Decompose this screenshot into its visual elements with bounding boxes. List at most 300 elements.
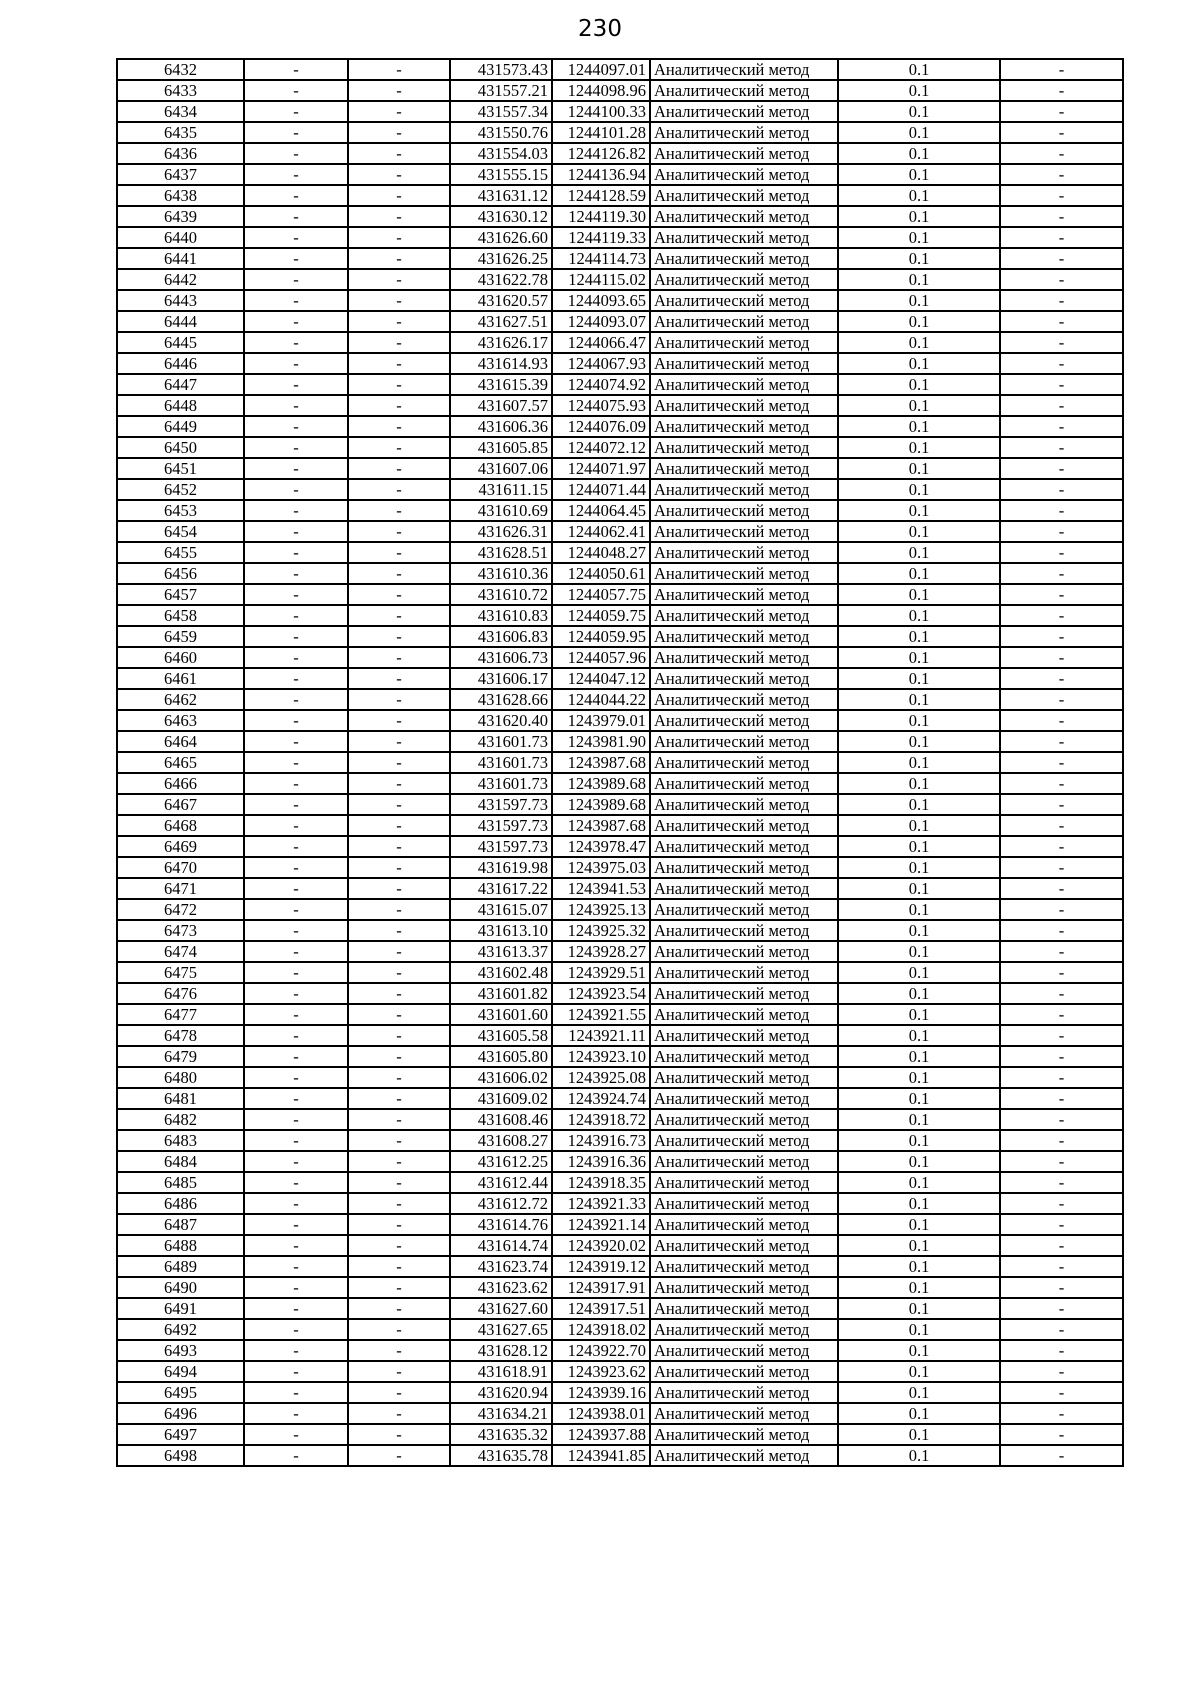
dash-cell-3: - [1000, 500, 1123, 521]
accuracy-cell: 0.1 [838, 164, 1000, 185]
accuracy-cell: 0.1 [838, 1277, 1000, 1298]
point-number-cell: 6450 [117, 437, 244, 458]
dash-cell-2: - [348, 1214, 450, 1235]
x-coordinate-cell: 431635.32 [450, 1424, 552, 1445]
method-cell: Аналитический метод [650, 1109, 838, 1130]
y-coordinate-cell: 1243917.51 [552, 1298, 650, 1319]
dash-cell-3: - [1000, 857, 1123, 878]
x-coordinate-cell: 431597.73 [450, 794, 552, 815]
dash-cell-1: - [244, 920, 348, 941]
y-coordinate-cell: 1243916.73 [552, 1130, 650, 1151]
dash-cell-3: - [1000, 458, 1123, 479]
accuracy-cell: 0.1 [838, 500, 1000, 521]
accuracy-cell: 0.1 [838, 332, 1000, 353]
accuracy-cell: 0.1 [838, 416, 1000, 437]
dash-cell-1: - [244, 773, 348, 794]
x-coordinate-cell: 431612.25 [450, 1151, 552, 1172]
method-cell: Аналитический метод [650, 1214, 838, 1235]
dash-cell-1: - [244, 1361, 348, 1382]
accuracy-cell: 0.1 [838, 1298, 1000, 1319]
table-body [117, 59, 1123, 1466]
dash-cell-3: - [1000, 395, 1123, 416]
dash-cell-2: - [348, 59, 450, 80]
method-cell: Аналитический метод [650, 773, 838, 794]
dash-cell-2: - [348, 1004, 450, 1025]
x-coordinate-cell: 431602.48 [450, 962, 552, 983]
dash-cell-3: - [1000, 416, 1123, 437]
x-coordinate-cell: 431606.36 [450, 416, 552, 437]
dash-cell-2: - [348, 1130, 450, 1151]
dash-cell-3: - [1000, 101, 1123, 122]
accuracy-cell: 0.1 [838, 899, 1000, 920]
table-row [117, 1067, 1123, 1088]
dash-cell-2: - [348, 731, 450, 752]
table-row [117, 668, 1123, 689]
y-coordinate-cell: 1244097.01 [552, 59, 650, 80]
table-row [117, 773, 1123, 794]
point-number-cell: 6438 [117, 185, 244, 206]
dash-cell-1: - [244, 185, 348, 206]
method-cell: Аналитический метод [650, 1067, 838, 1088]
table-row [117, 1298, 1123, 1319]
dash-cell-1: - [244, 731, 348, 752]
y-coordinate-cell: 1244044.22 [552, 689, 650, 710]
method-cell: Аналитический метод [650, 752, 838, 773]
point-number-cell: 6489 [117, 1256, 244, 1277]
dash-cell-1: - [244, 1151, 348, 1172]
dash-cell-1: - [244, 290, 348, 311]
table-row [117, 563, 1123, 584]
table-row [117, 479, 1123, 500]
accuracy-cell: 0.1 [838, 59, 1000, 80]
method-cell: Аналитический метод [650, 1382, 838, 1403]
point-number-cell: 6473 [117, 920, 244, 941]
x-coordinate-cell: 431605.80 [450, 1046, 552, 1067]
dash-cell-1: - [244, 458, 348, 479]
dash-cell-3: - [1000, 332, 1123, 353]
method-cell: Аналитический метод [650, 1172, 838, 1193]
x-coordinate-cell: 431610.83 [450, 605, 552, 626]
point-number-cell: 6487 [117, 1214, 244, 1235]
method-cell: Аналитический метод [650, 878, 838, 899]
table-row [117, 227, 1123, 248]
x-coordinate-cell: 431609.02 [450, 1088, 552, 1109]
table-row [117, 689, 1123, 710]
accuracy-cell: 0.1 [838, 815, 1000, 836]
accuracy-cell: 0.1 [838, 1046, 1000, 1067]
x-coordinate-cell: 431554.03 [450, 143, 552, 164]
table-row [117, 395, 1123, 416]
dash-cell-1: - [244, 1046, 348, 1067]
dash-cell-3: - [1000, 1025, 1123, 1046]
dash-cell-1: - [244, 1172, 348, 1193]
method-cell: Аналитический метод [650, 206, 838, 227]
dash-cell-3: - [1000, 1067, 1123, 1088]
accuracy-cell: 0.1 [838, 1319, 1000, 1340]
method-cell: Аналитический метод [650, 941, 838, 962]
point-number-cell: 6444 [117, 311, 244, 332]
x-coordinate-cell: 431626.25 [450, 248, 552, 269]
dash-cell-2: - [348, 563, 450, 584]
method-cell: Аналитический метод [650, 605, 838, 626]
dash-cell-2: - [348, 1277, 450, 1298]
dash-cell-1: - [244, 1109, 348, 1130]
y-coordinate-cell: 1243925.32 [552, 920, 650, 941]
accuracy-cell: 0.1 [838, 227, 1000, 248]
point-number-cell: 6461 [117, 668, 244, 689]
method-cell: Аналитический метод [650, 962, 838, 983]
x-coordinate-cell: 431627.51 [450, 311, 552, 332]
x-coordinate-cell: 431613.37 [450, 941, 552, 962]
accuracy-cell: 0.1 [838, 248, 1000, 269]
dash-cell-2: - [348, 227, 450, 248]
x-coordinate-cell: 431634.21 [450, 1403, 552, 1424]
method-cell: Аналитический метод [650, 185, 838, 206]
dash-cell-1: - [244, 1088, 348, 1109]
dash-cell-3: - [1000, 143, 1123, 164]
x-coordinate-cell: 431614.93 [450, 353, 552, 374]
dash-cell-3: - [1000, 542, 1123, 563]
method-cell: Аналитический метод [650, 542, 838, 563]
dash-cell-1: - [244, 1256, 348, 1277]
dash-cell-3: - [1000, 794, 1123, 815]
y-coordinate-cell: 1243921.55 [552, 1004, 650, 1025]
accuracy-cell: 0.1 [838, 1130, 1000, 1151]
accuracy-cell: 0.1 [838, 689, 1000, 710]
y-coordinate-cell: 1243918.35 [552, 1172, 650, 1193]
point-number-cell: 6456 [117, 563, 244, 584]
table-row [117, 857, 1123, 878]
method-cell: Аналитический метод [650, 332, 838, 353]
accuracy-cell: 0.1 [838, 1109, 1000, 1130]
y-coordinate-cell: 1243989.68 [552, 794, 650, 815]
accuracy-cell: 0.1 [838, 1067, 1000, 1088]
dash-cell-2: - [348, 479, 450, 500]
table-row [117, 311, 1123, 332]
table-row [117, 458, 1123, 479]
y-coordinate-cell: 1243989.68 [552, 773, 650, 794]
x-coordinate-cell: 431623.62 [450, 1277, 552, 1298]
x-coordinate-cell: 431623.74 [450, 1256, 552, 1277]
dash-cell-3: - [1000, 668, 1123, 689]
y-coordinate-cell: 1243920.02 [552, 1235, 650, 1256]
dash-cell-1: - [244, 59, 348, 80]
table-row [117, 206, 1123, 227]
method-cell: Аналитический метод [650, 899, 838, 920]
y-coordinate-cell: 1243928.27 [552, 941, 650, 962]
point-number-cell: 6464 [117, 731, 244, 752]
method-cell: Аналитический метод [650, 710, 838, 731]
method-cell: Аналитический метод [650, 290, 838, 311]
method-cell: Аналитический метод [650, 1130, 838, 1151]
dash-cell-2: - [348, 101, 450, 122]
point-number-cell: 6433 [117, 80, 244, 101]
accuracy-cell: 0.1 [838, 752, 1000, 773]
method-cell: Аналитический метод [650, 1277, 838, 1298]
point-number-cell: 6497 [117, 1424, 244, 1445]
accuracy-cell: 0.1 [838, 773, 1000, 794]
table-row [117, 983, 1123, 1004]
y-coordinate-cell: 1243921.11 [552, 1025, 650, 1046]
dash-cell-1: - [244, 899, 348, 920]
dash-cell-2: - [348, 1382, 450, 1403]
point-number-cell: 6462 [117, 689, 244, 710]
table-row [117, 941, 1123, 962]
method-cell: Аналитический метод [650, 374, 838, 395]
y-coordinate-cell: 1243987.68 [552, 815, 650, 836]
coordinates-table [116, 58, 1124, 1467]
x-coordinate-cell: 431557.34 [450, 101, 552, 122]
table-row [117, 1193, 1123, 1214]
y-coordinate-cell: 1244075.93 [552, 395, 650, 416]
accuracy-cell: 0.1 [838, 1235, 1000, 1256]
dash-cell-3: - [1000, 227, 1123, 248]
dash-cell-1: - [244, 815, 348, 836]
point-number-cell: 6463 [117, 710, 244, 731]
accuracy-cell: 0.1 [838, 206, 1000, 227]
table-row [117, 1088, 1123, 1109]
dash-cell-1: - [244, 836, 348, 857]
y-coordinate-cell: 1244115.02 [552, 269, 650, 290]
x-coordinate-cell: 431617.22 [450, 878, 552, 899]
y-coordinate-cell: 1244057.96 [552, 647, 650, 668]
dash-cell-1: - [244, 626, 348, 647]
dash-cell-3: - [1000, 437, 1123, 458]
point-number-cell: 6453 [117, 500, 244, 521]
point-number-cell: 6445 [117, 332, 244, 353]
dash-cell-2: - [348, 1025, 450, 1046]
dash-cell-1: - [244, 269, 348, 290]
dash-cell-2: - [348, 920, 450, 941]
point-number-cell: 6452 [117, 479, 244, 500]
table-row [117, 794, 1123, 815]
dash-cell-1: - [244, 689, 348, 710]
dash-cell-3: - [1000, 1172, 1123, 1193]
point-number-cell: 6467 [117, 794, 244, 815]
table-row [117, 500, 1123, 521]
x-coordinate-cell: 431614.74 [450, 1235, 552, 1256]
point-number-cell: 6460 [117, 647, 244, 668]
y-coordinate-cell: 1244047.12 [552, 668, 650, 689]
dash-cell-2: - [348, 1424, 450, 1445]
dash-cell-2: - [348, 983, 450, 1004]
dash-cell-2: - [348, 185, 450, 206]
dash-cell-3: - [1000, 689, 1123, 710]
dash-cell-1: - [244, 500, 348, 521]
y-coordinate-cell: 1243925.13 [552, 899, 650, 920]
accuracy-cell: 0.1 [838, 1151, 1000, 1172]
dash-cell-1: - [244, 1277, 348, 1298]
method-cell: Аналитический метод [650, 1424, 838, 1445]
dash-cell-1: - [244, 479, 348, 500]
dash-cell-2: - [348, 1403, 450, 1424]
point-number-cell: 6486 [117, 1193, 244, 1214]
dash-cell-3: - [1000, 248, 1123, 269]
table-row [117, 353, 1123, 374]
dash-cell-3: - [1000, 710, 1123, 731]
table-row [117, 122, 1123, 143]
method-cell: Аналитический метод [650, 1298, 838, 1319]
x-coordinate-cell: 431628.66 [450, 689, 552, 710]
x-coordinate-cell: 431613.10 [450, 920, 552, 941]
y-coordinate-cell: 1243921.14 [552, 1214, 650, 1235]
x-coordinate-cell: 431618.91 [450, 1361, 552, 1382]
table-row [117, 878, 1123, 899]
y-coordinate-cell: 1244059.75 [552, 605, 650, 626]
x-coordinate-cell: 431627.65 [450, 1319, 552, 1340]
point-number-cell: 6455 [117, 542, 244, 563]
x-coordinate-cell: 431557.21 [450, 80, 552, 101]
y-coordinate-cell: 1243941.53 [552, 878, 650, 899]
method-cell: Аналитический метод [650, 689, 838, 710]
point-number-cell: 6476 [117, 983, 244, 1004]
dash-cell-2: - [348, 710, 450, 731]
accuracy-cell: 0.1 [838, 101, 1000, 122]
dash-cell-2: - [348, 458, 450, 479]
y-coordinate-cell: 1244066.47 [552, 332, 650, 353]
x-coordinate-cell: 431630.12 [450, 206, 552, 227]
point-number-cell: 6483 [117, 1130, 244, 1151]
dash-cell-3: - [1000, 1298, 1123, 1319]
accuracy-cell: 0.1 [838, 269, 1000, 290]
accuracy-cell: 0.1 [838, 80, 1000, 101]
dash-cell-3: - [1000, 1361, 1123, 1382]
method-cell: Аналитический метод [650, 143, 838, 164]
method-cell: Аналитический метод [650, 479, 838, 500]
x-coordinate-cell: 431555.15 [450, 164, 552, 185]
dash-cell-3: - [1000, 1214, 1123, 1235]
dash-cell-1: - [244, 311, 348, 332]
point-number-cell: 6439 [117, 206, 244, 227]
accuracy-cell: 0.1 [838, 122, 1000, 143]
accuracy-cell: 0.1 [838, 1214, 1000, 1235]
method-cell: Аналитический метод [650, 416, 838, 437]
point-number-cell: 6495 [117, 1382, 244, 1403]
dash-cell-3: - [1000, 1445, 1123, 1466]
dash-cell-2: - [348, 1298, 450, 1319]
table-row [117, 1172, 1123, 1193]
y-coordinate-cell: 1243981.90 [552, 731, 650, 752]
dash-cell-2: - [348, 395, 450, 416]
dash-cell-3: - [1000, 731, 1123, 752]
y-coordinate-cell: 1243978.47 [552, 836, 650, 857]
accuracy-cell: 0.1 [838, 1361, 1000, 1382]
dash-cell-3: - [1000, 374, 1123, 395]
point-number-cell: 6472 [117, 899, 244, 920]
point-number-cell: 6457 [117, 584, 244, 605]
table-row [117, 626, 1123, 647]
point-number-cell: 6466 [117, 773, 244, 794]
point-number-cell: 6484 [117, 1151, 244, 1172]
dash-cell-1: - [244, 857, 348, 878]
dash-cell-2: - [348, 1340, 450, 1361]
dash-cell-3: - [1000, 962, 1123, 983]
table-row [117, 962, 1123, 983]
dash-cell-3: - [1000, 1046, 1123, 1067]
point-number-cell: 6435 [117, 122, 244, 143]
x-coordinate-cell: 431626.31 [450, 521, 552, 542]
dash-cell-2: - [348, 1445, 450, 1466]
dash-cell-3: - [1000, 584, 1123, 605]
dash-cell-1: - [244, 164, 348, 185]
table-row [117, 752, 1123, 773]
method-cell: Аналитический метод [650, 1340, 838, 1361]
method-cell: Аналитический метод [650, 920, 838, 941]
dash-cell-3: - [1000, 1151, 1123, 1172]
y-coordinate-cell: 1243941.85 [552, 1445, 650, 1466]
dash-cell-3: - [1000, 1130, 1123, 1151]
dash-cell-2: - [348, 1193, 450, 1214]
method-cell: Аналитический метод [650, 647, 838, 668]
point-number-cell: 6481 [117, 1088, 244, 1109]
x-coordinate-cell: 431605.85 [450, 437, 552, 458]
y-coordinate-cell: 1244064.45 [552, 500, 650, 521]
x-coordinate-cell: 431608.27 [450, 1130, 552, 1151]
point-number-cell: 6459 [117, 626, 244, 647]
dash-cell-2: - [348, 164, 450, 185]
method-cell: Аналитический метод [650, 311, 838, 332]
method-cell: Аналитический метод [650, 1256, 838, 1277]
dash-cell-2: - [348, 794, 450, 815]
dash-cell-2: - [348, 962, 450, 983]
table-row [117, 269, 1123, 290]
y-coordinate-cell: 1244136.94 [552, 164, 650, 185]
dash-cell-3: - [1000, 836, 1123, 857]
method-cell: Аналитический метод [650, 80, 838, 101]
accuracy-cell: 0.1 [838, 962, 1000, 983]
x-coordinate-cell: 431615.39 [450, 374, 552, 395]
y-coordinate-cell: 1244093.65 [552, 290, 650, 311]
y-coordinate-cell: 1243929.51 [552, 962, 650, 983]
y-coordinate-cell: 1243938.01 [552, 1403, 650, 1424]
table-row [117, 164, 1123, 185]
x-coordinate-cell: 431597.73 [450, 815, 552, 836]
table-row [117, 437, 1123, 458]
x-coordinate-cell: 431607.06 [450, 458, 552, 479]
y-coordinate-cell: 1243923.54 [552, 983, 650, 1004]
dash-cell-2: - [348, 689, 450, 710]
dash-cell-3: - [1000, 59, 1123, 80]
method-cell: Аналитический метод [650, 1151, 838, 1172]
dash-cell-1: - [244, 752, 348, 773]
x-coordinate-cell: 431620.40 [450, 710, 552, 731]
y-coordinate-cell: 1243918.02 [552, 1319, 650, 1340]
dash-cell-1: - [244, 416, 348, 437]
y-coordinate-cell: 1244072.12 [552, 437, 650, 458]
y-coordinate-cell: 1244098.96 [552, 80, 650, 101]
dash-cell-1: - [244, 1130, 348, 1151]
dash-cell-2: - [348, 332, 450, 353]
dash-cell-1: - [244, 395, 348, 416]
dash-cell-1: - [244, 1298, 348, 1319]
accuracy-cell: 0.1 [838, 584, 1000, 605]
y-coordinate-cell: 1243917.91 [552, 1277, 650, 1298]
point-number-cell: 6478 [117, 1025, 244, 1046]
table-row [117, 1214, 1123, 1235]
x-coordinate-cell: 431601.73 [450, 731, 552, 752]
method-cell: Аналитический метод [650, 563, 838, 584]
dash-cell-2: - [348, 353, 450, 374]
accuracy-cell: 0.1 [838, 479, 1000, 500]
point-number-cell: 6458 [117, 605, 244, 626]
dash-cell-3: - [1000, 941, 1123, 962]
point-number-cell: 6437 [117, 164, 244, 185]
dash-cell-3: - [1000, 815, 1123, 836]
accuracy-cell: 0.1 [838, 353, 1000, 374]
dash-cell-1: - [244, 647, 348, 668]
dash-cell-1: - [244, 1067, 348, 1088]
dash-cell-2: - [348, 773, 450, 794]
